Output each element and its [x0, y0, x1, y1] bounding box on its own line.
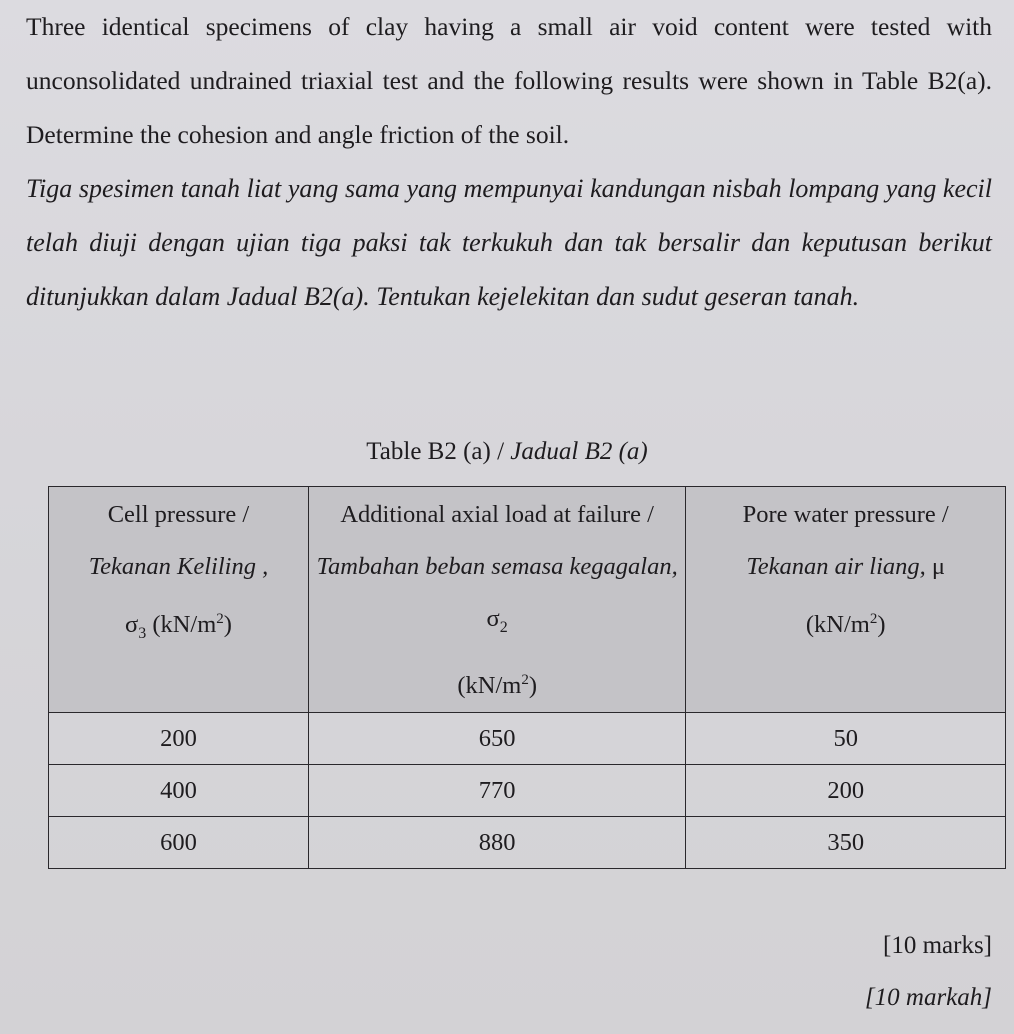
header-axial-load-symbol: σ: [486, 605, 500, 632]
header-axial-load-subscript: 2: [499, 618, 508, 636]
table-cell: 200: [686, 765, 1006, 817]
header-pore-water-pressure-ms: Tekanan air liang,: [746, 553, 926, 580]
header-axial-load-en: Additional axial load at failure /: [340, 501, 654, 528]
header-pore-water-pressure-unit-exp: 2: [869, 611, 878, 627]
table-cell: 600: [49, 817, 309, 869]
marks-english: [10 marks]: [883, 932, 992, 959]
header-cell-pressure: [49, 487, 309, 713]
header-pore-water-pressure-en: Pore water pressure /: [742, 501, 949, 528]
results-table: [48, 486, 1006, 869]
table-cell: 770: [308, 765, 685, 817]
marks-malay: [10 markah]: [864, 984, 992, 1011]
table-cell: 400: [49, 765, 309, 817]
header-pore-water-pressure: [686, 487, 1006, 713]
table-row: [49, 765, 1006, 817]
table-row: [49, 817, 1006, 869]
header-pore-water-pressure-symbol: μ: [931, 553, 946, 580]
table-cell: 650: [308, 713, 685, 765]
header-axial-load: [308, 487, 685, 713]
table-cell: 200: [49, 713, 309, 765]
table-caption-malay: Jadual B2 (a): [510, 438, 648, 465]
header-cell-pressure-unit-close: ): [223, 611, 232, 639]
header-cell-pressure-unit-exp: 2: [216, 611, 224, 627]
question-text-malay: Tiga spesimen tanah liat yang sama yang mempunyai kandungan nisbah lompang yang kecil telah diuji dengan ujian tiga paksi tak terkukuh dan tak bersalir dan keputusan berikut ditunjukkan dalam Jadual B2(a). Tentukan kejelekitan dan sudut geseran tanah.: [26, 174, 992, 311]
header-cell-pressure-subscript: 3: [138, 625, 147, 643]
header-axial-load-unit-exp: 2: [521, 671, 529, 688]
table-row: [49, 713, 1006, 765]
header-axial-load-unit: (kN/m: [457, 672, 522, 700]
header-cell-pressure-unit: (kN/m: [152, 611, 217, 639]
header-cell-pressure-en: Cell pressure /: [107, 501, 250, 528]
header-pore-water-pressure-unit: (kN/m: [805, 611, 870, 639]
table-cell: 880: [308, 817, 685, 869]
table-cell: 50: [686, 713, 1006, 765]
header-pore-water-pressure-unit-close: ): [877, 611, 886, 639]
header-axial-load-unit-close: ): [528, 672, 537, 700]
header-axial-load-ms: Tambahan beban semasa kegagalan,: [316, 553, 678, 580]
header-cell-pressure-ms: Tekanan Keliling ,: [88, 553, 269, 580]
table-header-row: [49, 487, 1006, 713]
question-text-english: Three identical specimens of clay having a small air void content were tested with unconsolidated undrained triaxial test and the following results were shown in Table B2(a). Determine the cohesion and angle friction of the soil.: [26, 12, 992, 149]
header-cell-pressure-symbol: σ: [124, 611, 139, 639]
table-cell: 350: [686, 817, 1006, 869]
table-caption: [0, 436, 1014, 468]
table-caption-english: Table B2 (a) /: [366, 438, 505, 465]
